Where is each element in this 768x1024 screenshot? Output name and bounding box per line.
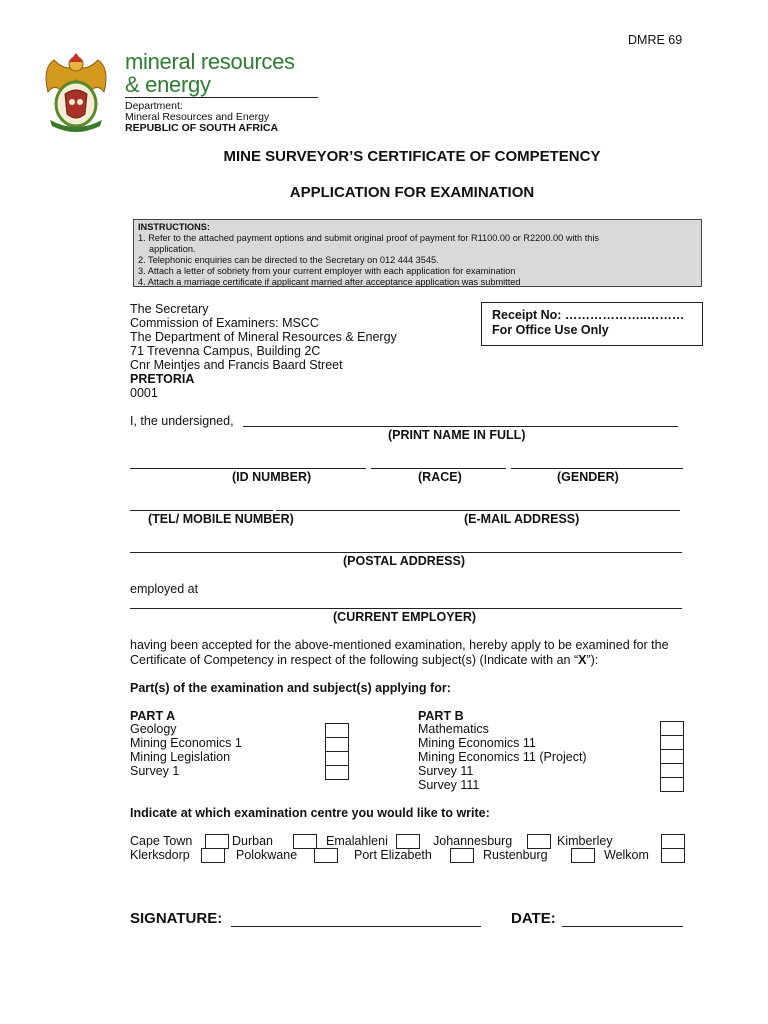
part-b-title: PART B	[418, 709, 464, 723]
page-title: MINE SURVEYOR’S CERTIFICATE OF COMPETENCY	[223, 148, 601, 165]
page-subtitle: APPLICATION FOR EXAMINATION	[289, 184, 535, 201]
part-a-subject: Survey 1	[130, 764, 180, 778]
centre-checkbox[interactable]	[450, 848, 474, 863]
undersigned-label: I, the undersigned,	[130, 414, 234, 428]
part-b-subject: Survey 11	[418, 764, 474, 778]
centre-rustenburg: Rustenburg	[483, 848, 548, 862]
instruction-4: 4. Attach a marriage certificate if applicant married after acceptance application was submitted	[138, 277, 521, 287]
part-a-checkbox[interactable]	[325, 723, 349, 738]
coat-of-arms-logo	[40, 50, 112, 132]
race-field-label: (RACE)	[418, 470, 462, 484]
tel-input-line[interactable]	[130, 510, 273, 511]
centre-checkbox[interactable]	[661, 848, 685, 863]
centre-johannesburg: Johannesburg	[433, 834, 513, 848]
race-input-line[interactable]	[371, 468, 506, 469]
part-a-title: PART A	[130, 709, 176, 723]
centre-checkbox[interactable]	[661, 834, 685, 849]
instructions-heading: INSTRUCTIONS:	[138, 222, 210, 232]
centre-heading: Indicate at which examination centre you would like to write:	[130, 806, 490, 820]
centre-welkom: Welkom	[604, 848, 649, 862]
address-line3: The Department of Mineral Resources & Energy	[130, 330, 397, 344]
employed-at-label: employed at	[130, 582, 199, 596]
date-label: DATE:	[511, 910, 556, 927]
instruction-1: 1. Refer to the attached payment options and submit original proof of payment for R1100.00 or R2200.00 with this	[138, 233, 600, 243]
centre-emalahleni: Emalahleni	[326, 834, 388, 848]
declaration-line2-end: ”):	[586, 653, 599, 667]
gender-field-label: (GENDER)	[557, 470, 619, 484]
part-b-checkbox[interactable]	[660, 749, 684, 764]
logo-dept3: REPUBLIC OF SOUTH AFRICA	[125, 122, 279, 134]
name-field-label: (PRINT NAME IN FULL)	[388, 428, 526, 442]
centre-klerksdorp: Klerksdorp	[130, 848, 190, 862]
address-line5: Cnr Meintjes and Francis Baard Street	[130, 358, 343, 372]
centre-port-elizabeth: Port Elizabeth	[354, 848, 432, 862]
logo-dept2: Mineral Resources and Energy	[125, 111, 270, 123]
part-a-subject: Mining Economics 1	[130, 736, 242, 750]
form-code: DMRE 69	[628, 33, 683, 47]
email-input-line[interactable]	[276, 510, 680, 511]
instruction-3: 3. Attach a letter of sobriety from your current employer with each application for examination	[138, 266, 516, 276]
centre-checkbox[interactable]	[396, 834, 420, 849]
centre-kimberley: Kimberley	[557, 834, 613, 848]
email-field-label: (E-MAIL ADDRESS)	[464, 512, 580, 526]
part-a-checkbox[interactable]	[325, 765, 349, 780]
declaration-line2	[130, 653, 598, 667]
address-city: PRETORIA	[130, 372, 195, 386]
office-use-label: For Office Use Only	[492, 323, 609, 337]
employer-field-label: (CURRENT EMPLOYER)	[333, 610, 477, 624]
part-b-checkbox[interactable]	[660, 777, 684, 792]
id-input-line[interactable]	[130, 468, 366, 469]
employer-input-line[interactable]	[130, 608, 682, 609]
tel-field-label: (TEL/ MOBILE NUMBER)	[148, 512, 294, 526]
instructions-box	[133, 219, 702, 287]
part-b-subject: Mining Economics 11	[418, 736, 536, 750]
part-a-subject: Mining Legislation	[130, 750, 231, 764]
part-b-subject: Mathematics	[418, 722, 489, 736]
part-a-subject: Geology	[130, 722, 177, 736]
part-a-checkbox[interactable]	[325, 737, 349, 752]
signature-input-line[interactable]	[231, 926, 481, 927]
declaration-line1: having been accepted for the above-mentioned examination, hereby apply to be examined for the	[130, 638, 669, 652]
part-b-checkbox[interactable]	[660, 763, 684, 778]
logo-line2: & energy	[125, 72, 211, 97]
part-b-checkbox[interactable]	[660, 721, 684, 736]
part-b-checkbox[interactable]	[660, 735, 684, 750]
declaration-line2-text: Certificate of Competency in respect of the following subject(s) (Indicate with an “	[130, 653, 579, 667]
centre-checkbox[interactable]	[314, 848, 338, 863]
centre-checkbox[interactable]	[205, 834, 229, 849]
centre-checkbox[interactable]	[527, 834, 551, 849]
centre-durban: Durban	[232, 834, 273, 848]
centre-checkbox[interactable]	[571, 848, 595, 863]
date-input-line[interactable]	[562, 926, 683, 927]
receipt-box	[481, 302, 703, 346]
address-code: 0001	[130, 386, 158, 400]
instruction-1-cont: application.	[149, 244, 196, 254]
centre-polokwane: Polokwane	[236, 848, 298, 862]
name-input-line[interactable]	[243, 426, 678, 427]
logo-dept1: Department:	[125, 100, 183, 112]
declaration-x-mark: X	[578, 653, 587, 667]
address-line4: 71 Trevenna Campus, Building 2C	[130, 344, 321, 358]
instruction-2: 2. Telephonic enquiries can be directed to the Secretary on 012 444 3545.	[138, 255, 439, 265]
gender-input-line[interactable]	[511, 468, 683, 469]
signature-label: SIGNATURE:	[130, 910, 223, 927]
logo-line1: mineral resources	[125, 49, 295, 74]
id-field-label: (ID NUMBER)	[232, 470, 312, 484]
part-b-subject: Survey 111	[418, 778, 480, 792]
receipt-number: Receipt No: ………………..………	[492, 308, 685, 322]
postal-field-label: (POSTAL ADDRESS)	[343, 554, 465, 568]
parts-heading: Part(s) of the examination and subject(s) applying for:	[130, 681, 451, 695]
address-line1: The Secretary	[130, 302, 209, 316]
centre-cape-town: Cape Town	[130, 834, 193, 848]
part-a-checkbox[interactable]	[325, 751, 349, 766]
postal-input-line[interactable]	[130, 552, 682, 553]
address-line2: Commission of Examiners: MSCC	[130, 316, 319, 330]
logo-rule	[125, 97, 318, 98]
part-b-subject: Mining Economics 11 (Project)	[418, 750, 587, 764]
centre-checkbox[interactable]	[201, 848, 225, 863]
centre-checkbox[interactable]	[293, 834, 317, 849]
